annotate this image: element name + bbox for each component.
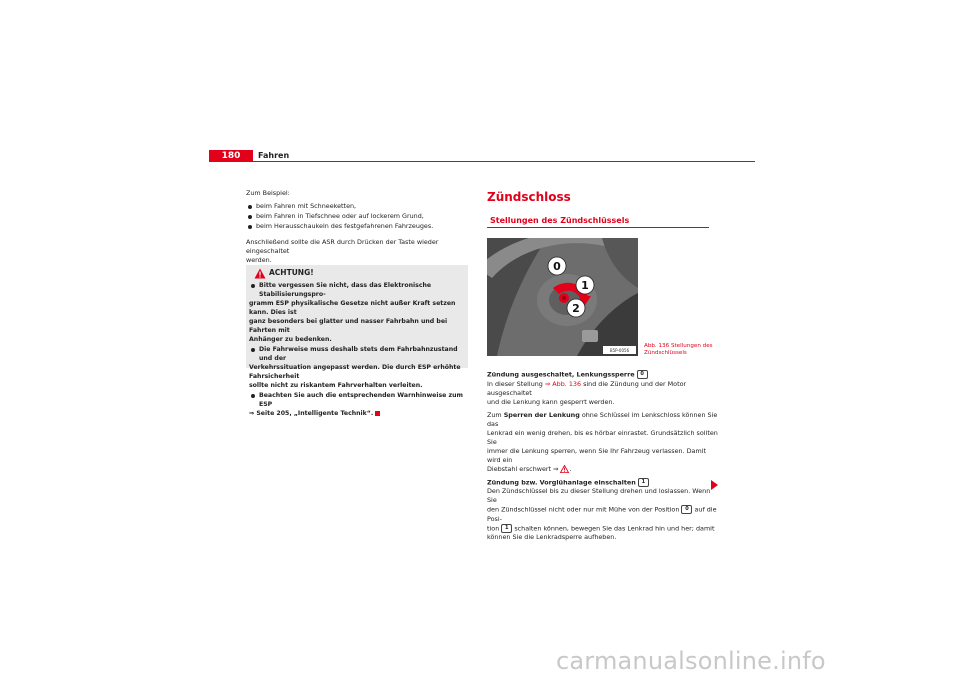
- warning-line: gramm ESP physikalische Gesetze nicht außer Kraft setzen kann. Dies ist: [249, 300, 456, 316]
- paragraph-line: Diebstahl erschwert ⇒ .: [487, 464, 572, 473]
- paragraph-line: [487, 380, 719, 398]
- watermark: carmanualsonline.info: [556, 647, 826, 675]
- warning-reference-icon[interactable]: [560, 465, 569, 473]
- figure-code: B5P-0056: [609, 348, 630, 353]
- warning-line: Anhänger zu bedenken.: [249, 336, 332, 343]
- position-box-1: 1: [501, 524, 512, 533]
- paragraph-line: Lenkrad ein wenig drehen, bis es hörbar einrastet. Grundsätzlich sollten Sie: [487, 428, 718, 446]
- text-run: tion: [487, 524, 500, 532]
- warning-line: [249, 409, 465, 418]
- subheading-rule: [487, 227, 709, 228]
- warning-line: Beachten Sie auch die entsprechenden Warnhinweise zum ESP: [259, 392, 463, 408]
- position-label-0: 0: [553, 260, 561, 273]
- list-item: beim Fahren mit Schneeketten,: [246, 202, 468, 211]
- warning-line: Die Fahrweise muss deshalb stets dem Fahrbahnzustand und der: [259, 346, 458, 362]
- p3-title: Zündung bzw. Vorglühanlage einschalten: [487, 478, 636, 486]
- text-run: Zum: [487, 410, 504, 419]
- right-body: [487, 370, 719, 542]
- paragraph-line: können Sie die Lenkradsperre aufheben.: [487, 533, 617, 541]
- figure-caption: [644, 343, 714, 357]
- header-rule: [209, 161, 755, 162]
- ignition-illustration: [487, 238, 638, 356]
- text-run: In dieser Stellung: [487, 379, 545, 388]
- page-reference-link[interactable]: ⇒ Seite 205, „Intelligente Technik“.: [249, 410, 374, 417]
- warning-item: [249, 281, 465, 344]
- heading-zuendschloss: Zündschloss: [487, 190, 571, 204]
- list-item: beim Herausschaukeln des festgefahrenen Fahrzeuges.: [246, 222, 468, 231]
- left-intro: Zum Beispiel:: [246, 189, 290, 197]
- caption-line: Abb. 136 Stellungen des: [644, 343, 713, 349]
- paragraph-line: und die Lenkung kann gesperrt werden.: [487, 397, 615, 406]
- warning-header: [246, 265, 468, 277]
- paragraph-line: [487, 411, 719, 429]
- end-of-section-mark: [375, 411, 380, 416]
- left-bullet-list: [246, 202, 468, 231]
- paragraph-line: [487, 524, 719, 534]
- section-title: Fahren: [258, 151, 290, 160]
- position-label-1: 1: [581, 279, 589, 292]
- warning-line: Verkehrssituation angepasst werden. Die durch ESP erhöhte Fahrsicherheit: [249, 364, 461, 380]
- warning-line: ganz besonders bei glatter und nasser Fahrbahn und bei Fahrten mit: [249, 318, 448, 334]
- figure-link[interactable]: ⇒ Abb. 136: [544, 379, 582, 388]
- warning-triangle-icon: [254, 268, 266, 279]
- paragraph-line: werden.: [246, 256, 272, 264]
- paragraph-line: immer die Lenkung sperren, wenn Sie Ihr Fahrzeug verlassen. Damit wird ein: [487, 446, 706, 464]
- ignition-photo: [487, 238, 638, 356]
- bold-term: Sperren der Lenkung: [503, 410, 580, 419]
- warning-title: ACHTUNG!: [269, 268, 314, 277]
- list-item: beim Fahren in Tiefschnee oder auf lockerem Grund,: [246, 212, 468, 221]
- warning-line: sollte nicht zu riskantem Fahrverhalten verleiten.: [249, 382, 423, 389]
- left-paragraph: [246, 238, 476, 265]
- paragraph-line: Anschließend sollte die ASR durch Drücken der Taste wieder eingeschaltet: [246, 238, 439, 255]
- position-label-2: 2: [572, 302, 580, 315]
- page-number: 180: [209, 150, 253, 162]
- paragraph-line: Den Zündschlüssel bis zu dieser Stellung drehen und loslassen. Wenn Sie: [487, 487, 711, 504]
- position-box-0: 0: [681, 505, 692, 514]
- warning-item: [249, 345, 465, 390]
- warning-line: Bitte vergessen Sie nicht, dass das Elektronische Stabilisierungspro-: [259, 282, 432, 298]
- warning-item: [249, 391, 465, 418]
- text-run: auf die Posi-: [487, 505, 717, 523]
- text-run: Diebstahl erschwert ⇒: [487, 464, 559, 473]
- text-run: den Zündschlüssel nicht oder nur mit Mühe von der Position: [487, 505, 680, 514]
- p1-title-line: [487, 370, 719, 380]
- paragraph-line: [487, 505, 719, 524]
- subheading: Stellungen des Zündschlüssels: [490, 216, 630, 225]
- p3-title-line: [487, 478, 719, 488]
- text-run: ohne Schlüssel im Lenkschloss können Sie das: [487, 410, 718, 428]
- text-run: schalten können, bewegen Sie das Lenkrad hin und her; damit: [514, 524, 715, 532]
- position-box-0: 0: [637, 370, 648, 379]
- next-page-arrow-icon[interactable]: [711, 480, 718, 490]
- position-box-1: 1: [638, 478, 649, 487]
- caption-line: Zündschlüssels: [644, 350, 687, 356]
- warning-body: [249, 281, 465, 418]
- p1-title: Zündung ausgeschaltet, Lenkungssperre: [487, 370, 635, 379]
- text-run: sind die Zündung und der Motor ausgeschaltet: [487, 379, 687, 397]
- warning-box: [246, 265, 468, 417]
